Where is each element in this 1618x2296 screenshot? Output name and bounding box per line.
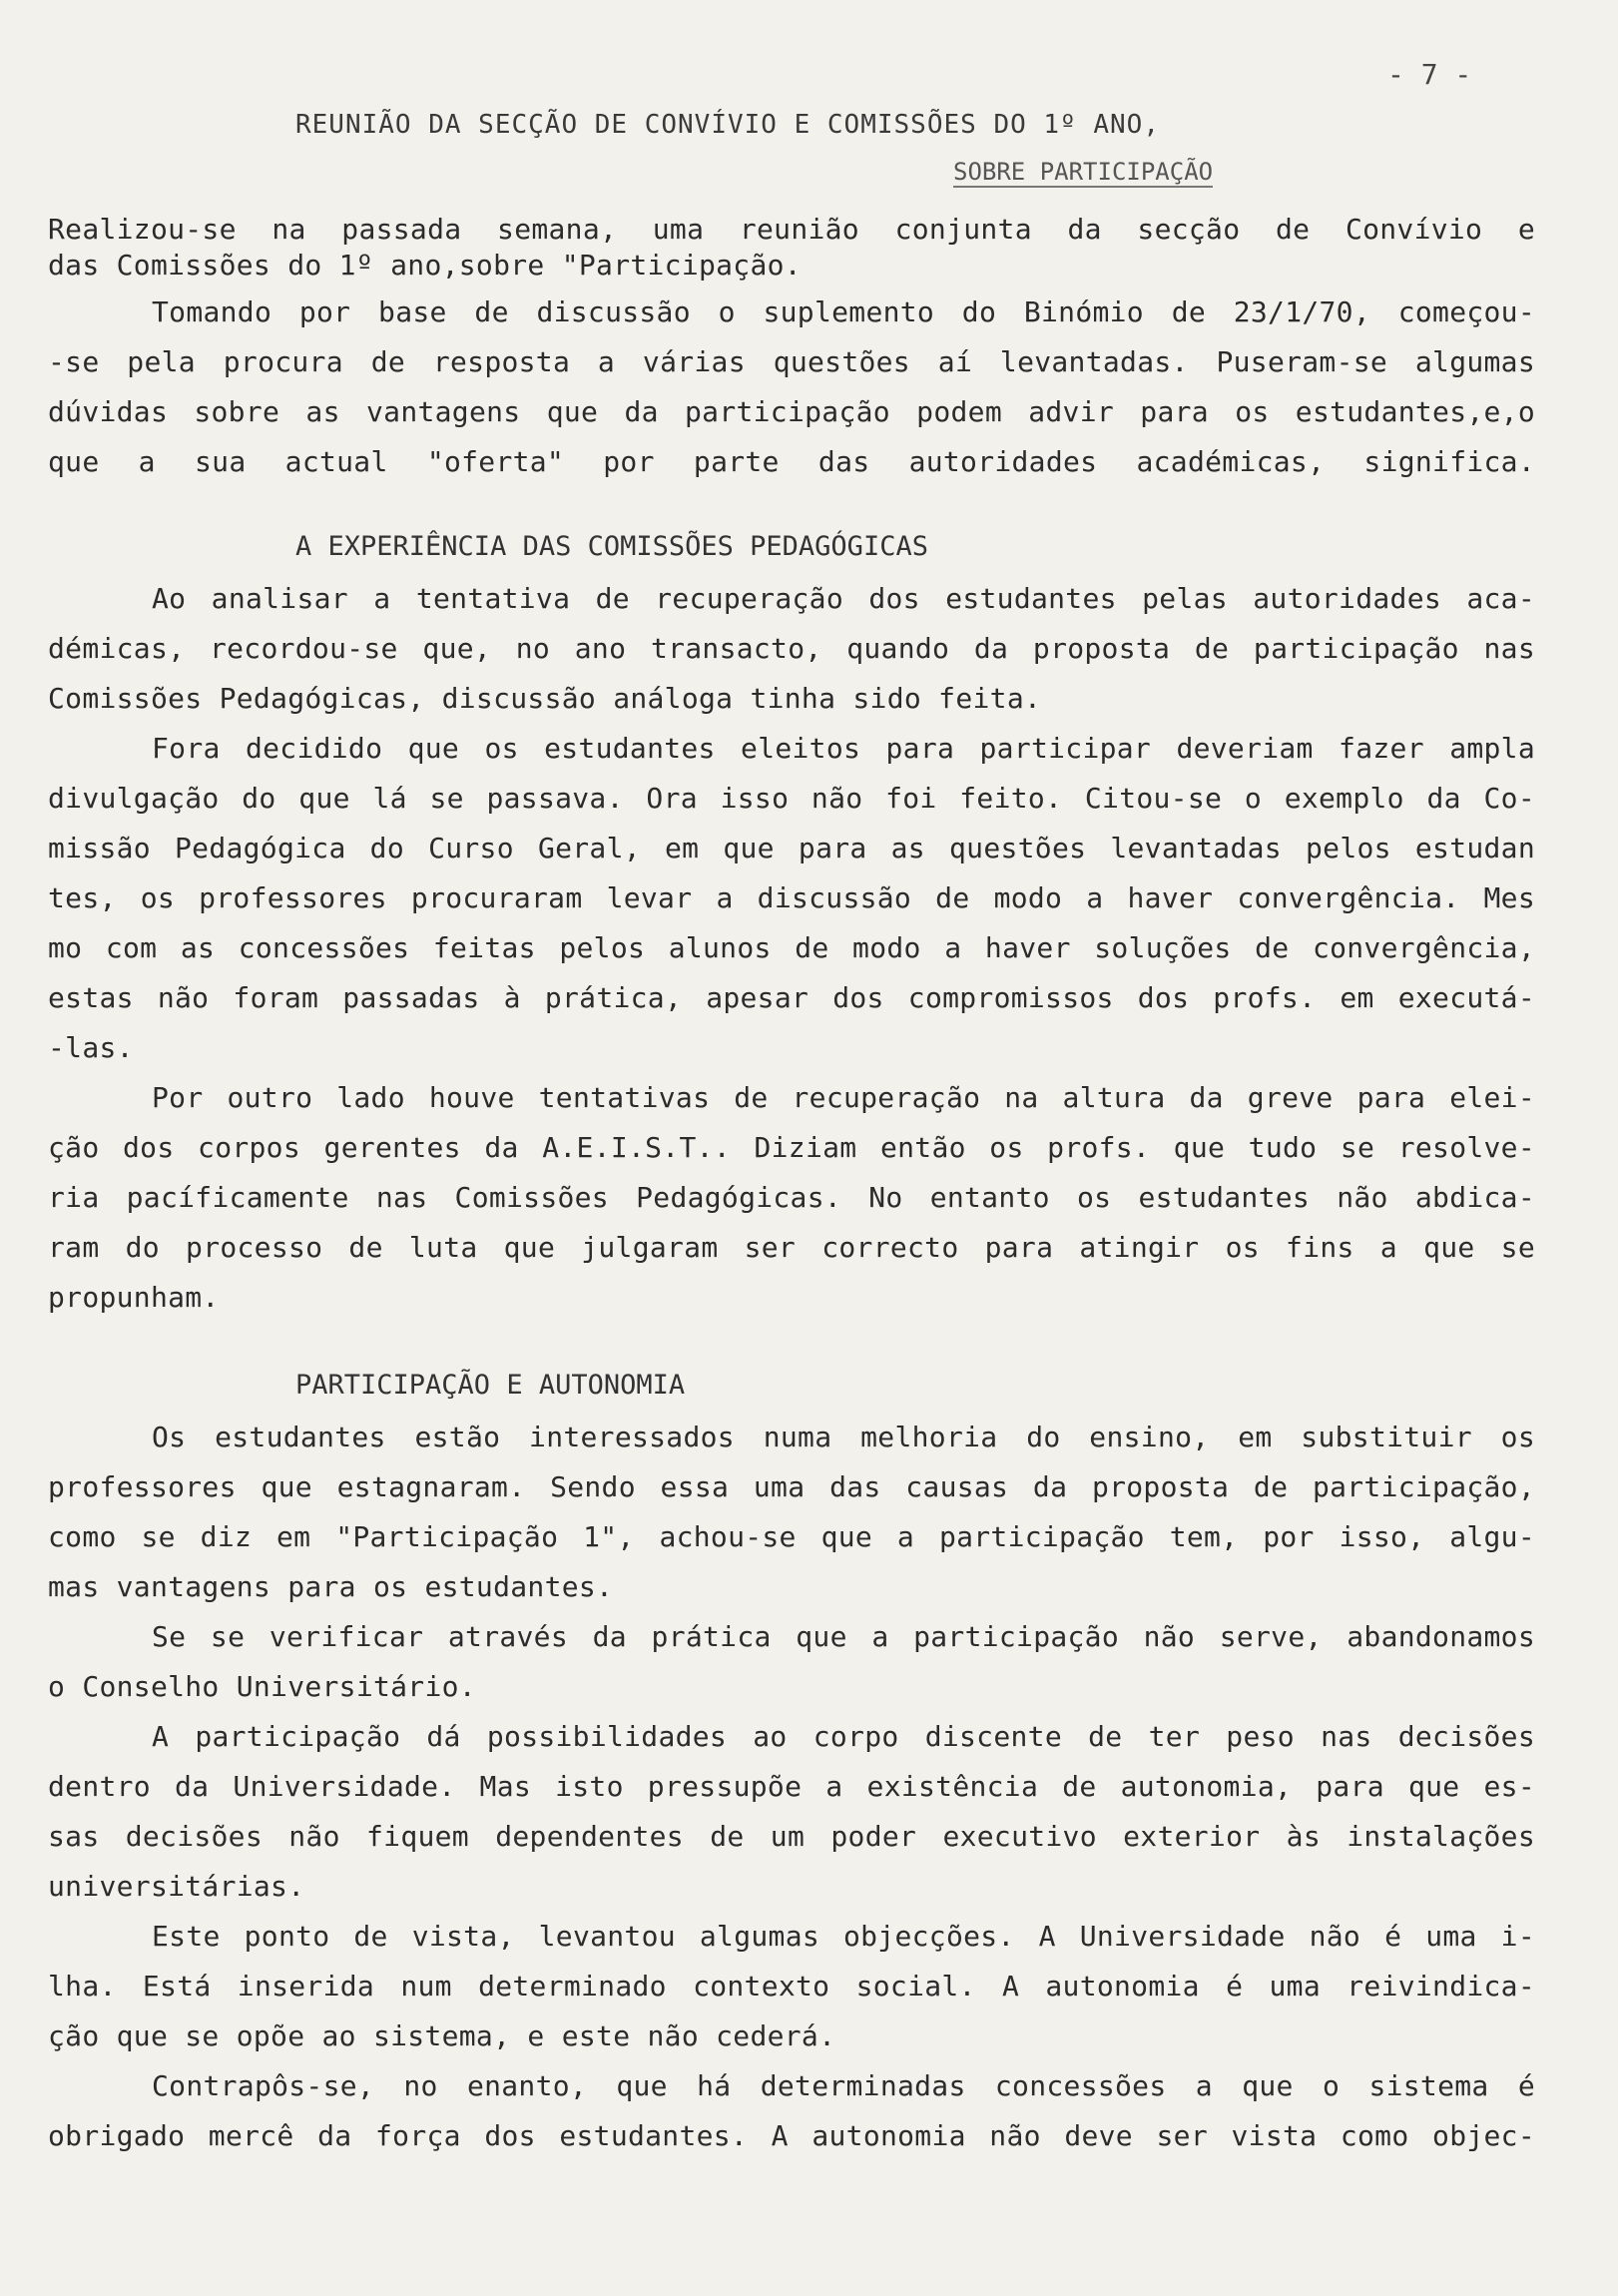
text-line: propunham.: [48, 1281, 220, 1314]
text-line: Tomando por base de discussão o suplemento do Binómio de 23/1/70, começou-: [152, 295, 1535, 328]
text-line: Comissões Pedagógicas, discussão análoga tinha sido feita.: [48, 682, 1042, 715]
text-line: estas não foram passadas à prática, apesar dos compromissos dos profs. em executá-: [48, 981, 1535, 1014]
document-subtitle: SOBRE PARTICIPAÇÃO: [953, 158, 1214, 186]
text-line: dúvidas sobre as vantagens que da participação podem advir para os estudantes,e,o: [48, 395, 1535, 428]
text-line: Os estudantes estão interessados numa melhoria do ensino, em substituir os: [152, 1421, 1535, 1453]
text-line: démicas, recordou-se que, no ano transacto, quando da proposta de participação nas: [48, 632, 1535, 665]
text-line: Fora decidido que os estudantes eleitos para participar deveriam fazer ampla: [152, 732, 1535, 765]
text-line: ria pacíficamente nas Comissões Pedagógicas. No entanto os estudantes não abdica-: [48, 1181, 1535, 1214]
text-line: ram do processo de luta que julgaram ser correcto para atingir os fins a que se: [48, 1231, 1535, 1264]
document-title: REUNIÃO DA SECÇÃO DE CONVÍVIO E COMISSÕES DO 1º ANO,: [295, 110, 1160, 140]
text-line: professores que estagnaram. Sendo essa uma das causas da proposta de participação,: [48, 1470, 1535, 1503]
text-line: obrigado mercê da força dos estudantes. A autonomia não deve ser vista como objec-: [48, 2119, 1535, 2152]
text-line: lha. Está inserida num determinado contexto social. A autonomia é uma reivindica-: [48, 1970, 1535, 2003]
text-line: A participação dá possibilidades ao corpo discente de ter peso nas decisões: [152, 1720, 1535, 1753]
text-line: divulgação do que lá se passava. Ora isso não foi feito. Citou-se o exemplo da Co-: [48, 782, 1535, 815]
page-number: - 7 -: [1387, 58, 1472, 91]
text-line: que a sua actual "oferta" por parte das autoridades académicas, significa.: [48, 445, 1535, 478]
text-line: Ao analisar a tentativa de recuperação dos estudantes pelas autoridades aca-: [152, 582, 1535, 615]
text-line: missão Pedagógica do Curso Geral, em que para as questões levantadas pelos estudan: [48, 832, 1535, 864]
text-line: das Comissões do 1º ano,sobre "Participação.: [48, 249, 802, 282]
text-line: Contrapôs-se, no enanto, que há determinadas concessões a que o sistema é: [152, 2069, 1535, 2102]
text-line: ção que se opõe ao sistema, e este não cederá.: [48, 2019, 836, 2052]
text-line: mas vantagens para os estudantes.: [48, 1570, 614, 1603]
text-line: dentro da Universidade. Mas isto pressupõe a existência de autonomia, para que es-: [48, 1770, 1535, 1803]
section-heading: PARTICIPAÇÃO E AUTONOMIA: [295, 1370, 686, 1401]
text-line: como se diz em "Participação 1", achou-se que a participação tem, por isso, algu-: [48, 1520, 1535, 1553]
section-heading: A EXPERIÊNCIA DAS COMISSÕES PEDAGÓGICAS: [295, 531, 928, 562]
text-line: Por outro lado houve tentativas de recuperação na altura da greve para elei-: [152, 1081, 1535, 1114]
text-line: ção dos corpos gerentes da A.E.I.S.T.. Diziam então os profs. que tudo se resolve-: [48, 1131, 1535, 1164]
text-line: Este ponto de vista, levantou algumas objecções. A Universidade não é uma i-: [152, 1920, 1535, 1953]
text-line: o Conselho Universitário.: [48, 1670, 476, 1703]
text-line: tes, os professores procuraram levar a discussão de modo a haver convergência. Mes: [48, 881, 1535, 914]
text-line: -se pela procura de resposta a várias questões aí levantadas. Puseram-se algumas: [48, 345, 1535, 378]
text-line: universitárias.: [48, 1870, 305, 1903]
text-line: Realizou-se na passada semana, uma reunião conjunta da secção de Convívio e: [48, 213, 1535, 246]
text-line: Se se verificar através da prática que a participação não serve, abandonamos: [152, 1620, 1535, 1653]
text-line: sas decisões não fiquem dependentes de um poder executivo exterior às instalações: [48, 1820, 1535, 1853]
text-line: mo com as concessões feitas pelos alunos de modo a haver soluções de convergência,: [48, 931, 1535, 964]
text-line: -las.: [48, 1031, 134, 1064]
